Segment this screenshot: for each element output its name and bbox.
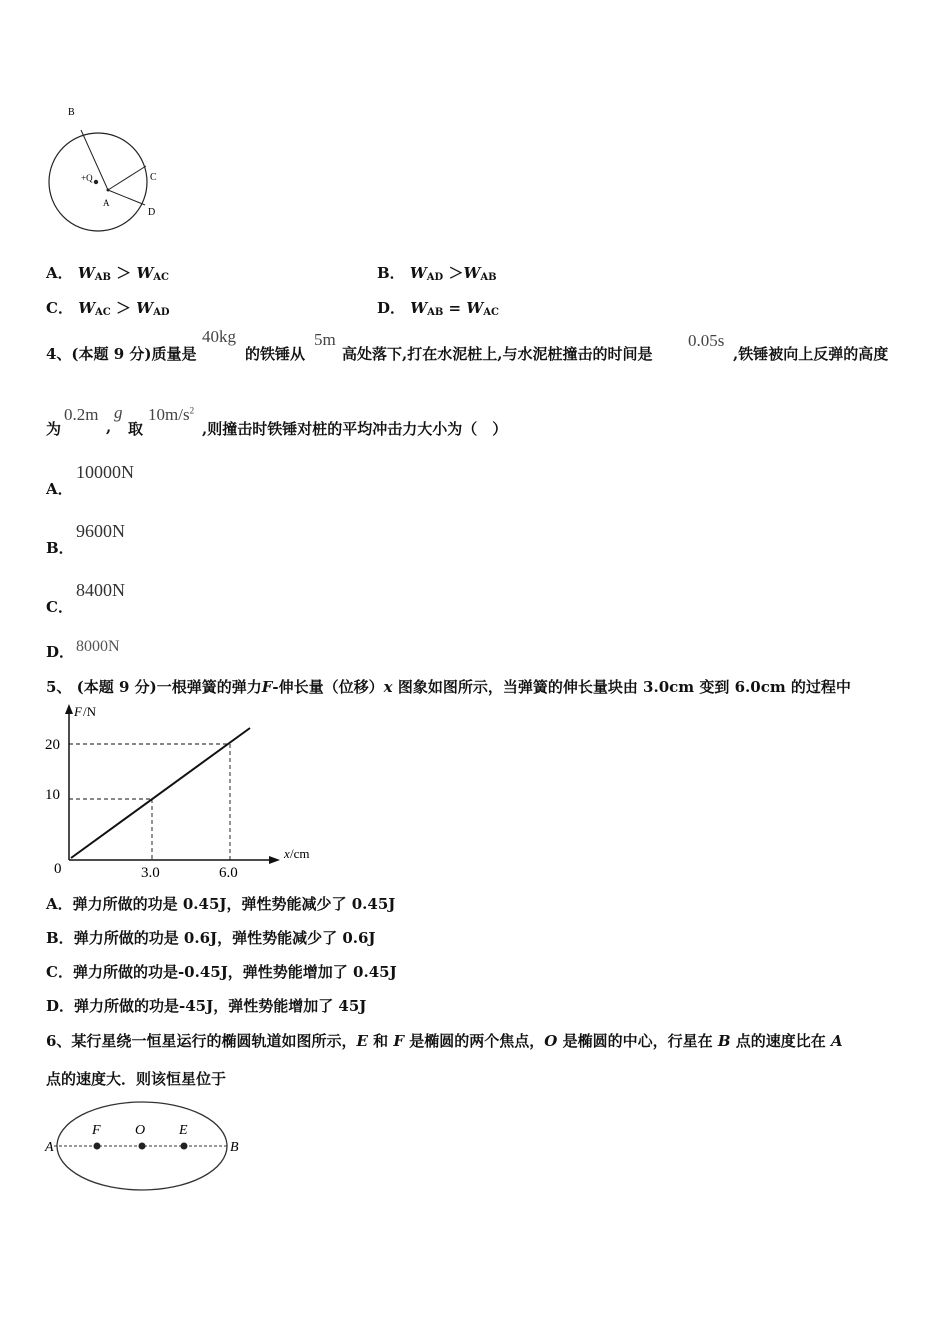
x-axis-arrow [269,856,280,864]
q4-text-8: ,则撞击时铁锤对桩的平均冲击力大小为（ ） [202,420,508,438]
label-b: B [68,107,75,118]
q4-text-6: , [106,418,112,436]
q3-option-b[interactable]: B． $W_{AD} >W_{AB}$ [377,264,497,283]
charge-dot [94,180,98,184]
q4-g-value: $10m/s^2$ [148,405,195,424]
q4-rebound: 0.2m [64,405,99,424]
y-tick-10: 10 [45,787,60,803]
q3-option-c[interactable]: C． $W_{AC} > W_{AD}$ [46,299,170,318]
q4-option-c[interactable]: C． [46,598,73,616]
q5-option-a[interactable]: A．弹力所做的功是 0.45J，弹性势能减少了 0.45J [46,895,396,913]
q5-option-c[interactable]: C．弹力所做的功是-0.45J，弹性势能增加了 0.45J [46,963,397,981]
x-tick-3: 3.0 [141,865,160,881]
q3-option-d[interactable]: D． $W_{AB} = W_{AC}$ [377,299,499,318]
label-f: F [92,1123,101,1138]
q4-option-a-value: 10000N [76,462,134,482]
focus-f-dot [94,1143,101,1150]
q4-text-5: 为 [46,420,62,438]
q5-graph [40,700,330,885]
q4-option-a[interactable]: A． [46,480,73,498]
q5-stem: 5、 (本题 9 分)一根弹簧的弹力F-伸长量（位移）x 图象如图所示，当弹簧的伸长量块由 3.0cm 变到 6.0cm 的过程中 [46,678,851,696]
x-label-unit: /cm [290,846,310,861]
label-a: A [45,1140,54,1155]
x-tick-6: 6.0 [219,865,238,881]
label-b: B [230,1140,239,1155]
q4-option-b-value: 9600N [76,521,125,541]
q4-g: g [114,403,123,422]
point-a-dot [107,189,110,192]
q4-option-d-value: 8000N [76,638,120,655]
q3-option-a[interactable]: A． $W_{AB} > W_{AC}$ [46,264,170,283]
y-axis-arrow [65,704,73,714]
q4-mass: 40kg [202,327,236,346]
q4-option-b[interactable]: B． [46,539,74,557]
x-label-x: x [284,846,290,861]
origin-label: 0 [54,861,62,877]
q4-stem-line1: 4、(本题 9 分)质量是 [46,345,197,363]
label-o: O [135,1123,146,1138]
q4-height: 5m [314,330,336,349]
y-label-unit: /N [83,704,96,719]
q6-ellipse-figure [42,1100,252,1200]
q6-stem-line1: 6、某行星绕一恒星运行的椭圆轨道如图所示，E 和 F 是椭圆的两个焦点，O 是椭圆的中心，行星在 B 点的速度比在 A [46,1032,843,1050]
force-line [71,728,250,858]
line-ac [108,166,146,190]
y-label-f: F [74,704,82,719]
label-q: +Q [81,173,93,183]
q4-text-3: 高处落下,打在水泥桩上,与水泥桩撞击的时间是 [342,345,653,363]
q4-option-d[interactable]: D． [46,643,75,661]
q5-option-d[interactable]: D．弹力所做的功是-45J，弹性势能增加了 45J [46,997,367,1015]
q4-time: 0.05s [688,331,725,350]
label-a: A [103,198,110,208]
y-tick-20: 20 [45,737,60,753]
label-d: D [148,207,156,218]
q4-option-c-value: 8400N [76,580,125,600]
center-o-dot [139,1143,146,1150]
q4-text-4: ,铁锤被向上反弹的高度 [733,345,889,363]
q5-option-b[interactable]: B．弹力所做的功是 0.6J，弹性势能减少了 0.6J [46,929,376,947]
q4-text-7: 取 [128,420,144,438]
q6-stem-line2: 点的速度大．则该恒星位于 [46,1070,227,1088]
q4-text-2: 的铁锤从 [245,345,306,363]
line-ad [108,190,145,205]
label-e: E [179,1123,188,1138]
focus-e-dot [181,1143,188,1150]
q3-circle-figure [46,100,176,245]
label-c: C [150,172,157,183]
